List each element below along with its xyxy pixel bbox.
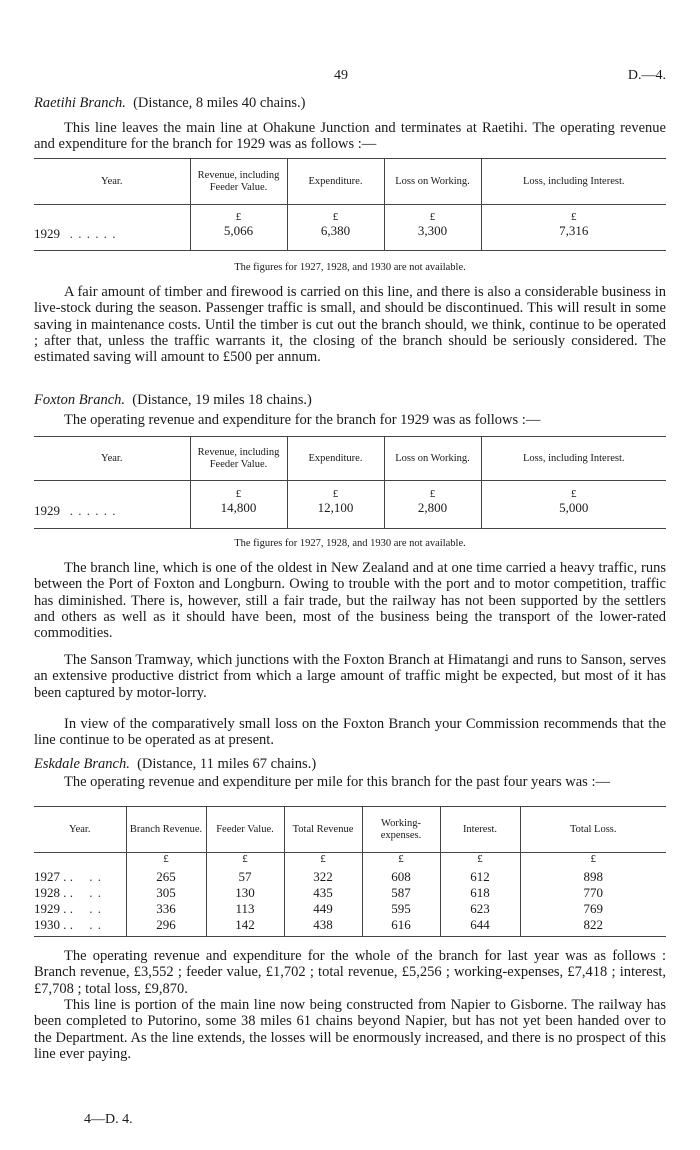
eskdale-table (34, 806, 666, 937)
col-total-loss: Total Loss. (520, 807, 666, 853)
cell-working-expenses: 587 (362, 885, 440, 901)
raetihi-note: The figures for 1927, 1928, and 1930 are not available. (234, 262, 466, 273)
cell-unit: £ (126, 853, 206, 869)
cell-branch-revenue: 296 (126, 917, 206, 937)
cell-working-expenses: 595 (362, 901, 440, 917)
eskdale-heading (34, 756, 316, 773)
cell-branch-revenue: 336 (126, 901, 206, 917)
cell-interest: 618 (440, 885, 520, 901)
cell-interest: 623 (440, 901, 520, 917)
table-row (34, 481, 666, 529)
foxton-paragraph-3: In view of the comparatively small loss on the Foxton Branch your Commission recommends that the line continue to be operated as at present. (34, 716, 666, 749)
page-number: 49 (334, 68, 348, 83)
cell-loss-working: £ 2,800 (384, 481, 481, 529)
cell-unit: £ (520, 853, 666, 869)
cell-total-loss: 770 (520, 885, 666, 901)
cell-blank (34, 853, 126, 869)
cell-revenue: £ 14,800 (190, 481, 287, 529)
foxton-intro: The operating revenue and expenditure for the branch for 1929 was as follows :— (64, 412, 541, 428)
table-header-row (34, 437, 666, 481)
cell-year: 1929 . . . . . . (34, 205, 190, 251)
cell-unit: £ (440, 853, 520, 869)
cell-total-loss: 822 (520, 917, 666, 937)
table-row (34, 205, 666, 251)
cell-feeder-value: 113 (206, 901, 284, 917)
col-revenue: Revenue, including Feeder Value. (190, 437, 287, 481)
col-loss-working: Loss on Working. (384, 159, 481, 205)
cell-total-revenue: 449 (284, 901, 362, 917)
foxton-title: Foxton Branch. (34, 392, 126, 408)
col-total-revenue: Total Revenue (284, 807, 362, 853)
table-header-row (34, 807, 666, 853)
col-interest: Interest. (440, 807, 520, 853)
eskdale-paragraph-2: This line is portion of the main line now being constructed from Napier to Gisborne. The railway has been completed to Putorino, some 38 miles 61 chains beyond Napier, but has not yet been handed over to the Department. As the line extends, the losses will be enormously increased, and there is no prospect of this line ever paying. (34, 997, 666, 1062)
col-revenue: Revenue, including Feeder Value. (190, 159, 287, 205)
table-header-row (34, 159, 666, 205)
col-year: Year. (34, 437, 190, 481)
cell-interest: 644 (440, 917, 520, 937)
raetihi-distance: (Distance, 8 miles 40 chains.) (133, 95, 306, 111)
col-loss-interest: Loss, including Interest. (481, 437, 666, 481)
raetihi-title: Raetihi Branch. (34, 95, 126, 111)
cell-loss-interest: £ 5,000 (481, 481, 666, 529)
col-working-expenses: Working-expenses. (362, 807, 440, 853)
cell-expenditure: £ 12,100 (287, 481, 384, 529)
cell-loss-interest: £ 7,316 (481, 205, 666, 251)
col-branch-revenue: Branch Revenue. (126, 807, 206, 853)
table-row (34, 885, 666, 901)
table-row-units (34, 853, 666, 869)
col-loss-interest: Loss, including Interest. (481, 159, 666, 205)
foxton-paragraph-1: The branch line, which is one of the oldest in New Zealand and at one time carried a heavy traffic, runs between the Port of Foxton and Longburn. Owing to trouble with the port and to motor competition, traffic has diminished. There is, however, still a fair trade, but the railway has not been supported by the settlers and others as well as it should have been, most of the business being the transport of the lower-rated commodities. (34, 560, 666, 642)
cell-expenditure: £ 6,380 (287, 205, 384, 251)
col-loss-working: Loss on Working. (384, 437, 481, 481)
cell-unit: £ (206, 853, 284, 869)
cell-year: 1929 . . . . (34, 900, 102, 916)
col-year: Year. (34, 807, 126, 853)
foxton-paragraph-2: The Sanson Tramway, which junctions with the Foxton Branch at Himatangi and runs to Sanson, serves an extensive productive district from which a large amount of traffic might be expected, but most of it has been captured by motor-lorry. (34, 652, 666, 701)
sheet-reference: 4—D. 4. (84, 1112, 133, 1127)
cell-total-loss: 898 (520, 869, 666, 885)
document-reference: D.—4. (627, 68, 666, 83)
table-row (34, 869, 666, 885)
cell-total-revenue: 438 (284, 917, 362, 937)
foxton-heading (34, 392, 312, 409)
raetihi-table (34, 158, 666, 251)
eskdale-distance: (Distance, 11 miles 67 chains.) (137, 756, 317, 772)
cell-total-revenue: 435 (284, 885, 362, 901)
foxton-distance: (Distance, 19 miles 18 chains.) (132, 392, 312, 408)
cell-revenue: £ 5,066 (190, 205, 287, 251)
cell-interest: 612 (440, 869, 520, 885)
raetihi-intro: This line leaves the main line at Ohakune Junction and terminates at Raetihi. The operating revenue and expenditure for the branch for 1929 was as follows :— (34, 120, 666, 153)
cell-year: 1930 . . . . (34, 917, 126, 937)
cell-unit: £ (284, 853, 362, 869)
cell-feeder-value: 130 (206, 885, 284, 901)
cell-year: 1929 . . . . . . (34, 481, 190, 529)
cell-unit: £ (362, 853, 440, 869)
col-year: Year. (34, 159, 190, 205)
cell-feeder-value: 57 (206, 869, 284, 885)
foxton-note: The figures for 1927, 1928, and 1930 are not available. (234, 538, 466, 549)
cell-branch-revenue: 265 (126, 869, 206, 885)
table-row (34, 901, 666, 917)
cell-total-loss: 769 (520, 901, 666, 917)
cell-year: 1928 . . . . (34, 884, 102, 900)
col-expenditure: Expenditure. (287, 437, 384, 481)
cell-branch-revenue: 305 (126, 885, 206, 901)
eskdale-intro: The operating revenue and expenditure per mile for this branch for the past four years was :— (64, 774, 610, 790)
raetihi-heading (34, 95, 305, 112)
raetihi-paragraph: A fair amount of timber and firewood is carried on this line, and there is also a considerable business in live-stock during the season. Passenger traffic is small, and should be discontinued. This will result in some saving in maintenance costs. Until the timber is cut out the branch should, we think, continue to be operated ; after that, unless the traffic warrants it, the closing of the branch should be seriously considered. The estimated saving will amount to £500 per annum. (34, 284, 666, 366)
cell-year: 1927 . . . . (34, 868, 102, 884)
table-row (34, 917, 666, 937)
col-expenditure: Expenditure. (287, 159, 384, 205)
cell-working-expenses: 608 (362, 869, 440, 885)
cell-total-revenue: 322 (284, 869, 362, 885)
cell-loss-working: £ 3,300 (384, 205, 481, 251)
cell-working-expenses: 616 (362, 917, 440, 937)
col-feeder-value: Feeder Value. (206, 807, 284, 853)
foxton-table (34, 436, 666, 529)
eskdale-paragraph-1: The operating revenue and expenditure for the whole of the branch for last year was as follows : Branch revenue, £3,552 ; feeder value, £1,702 ; total revenue, £5,256 ; working-expenses, £7,418 ; interest, £7,708 ; total loss, £9,870. (34, 948, 666, 997)
eskdale-title: Eskdale Branch. (34, 756, 130, 772)
cell-feeder-value: 142 (206, 917, 284, 937)
